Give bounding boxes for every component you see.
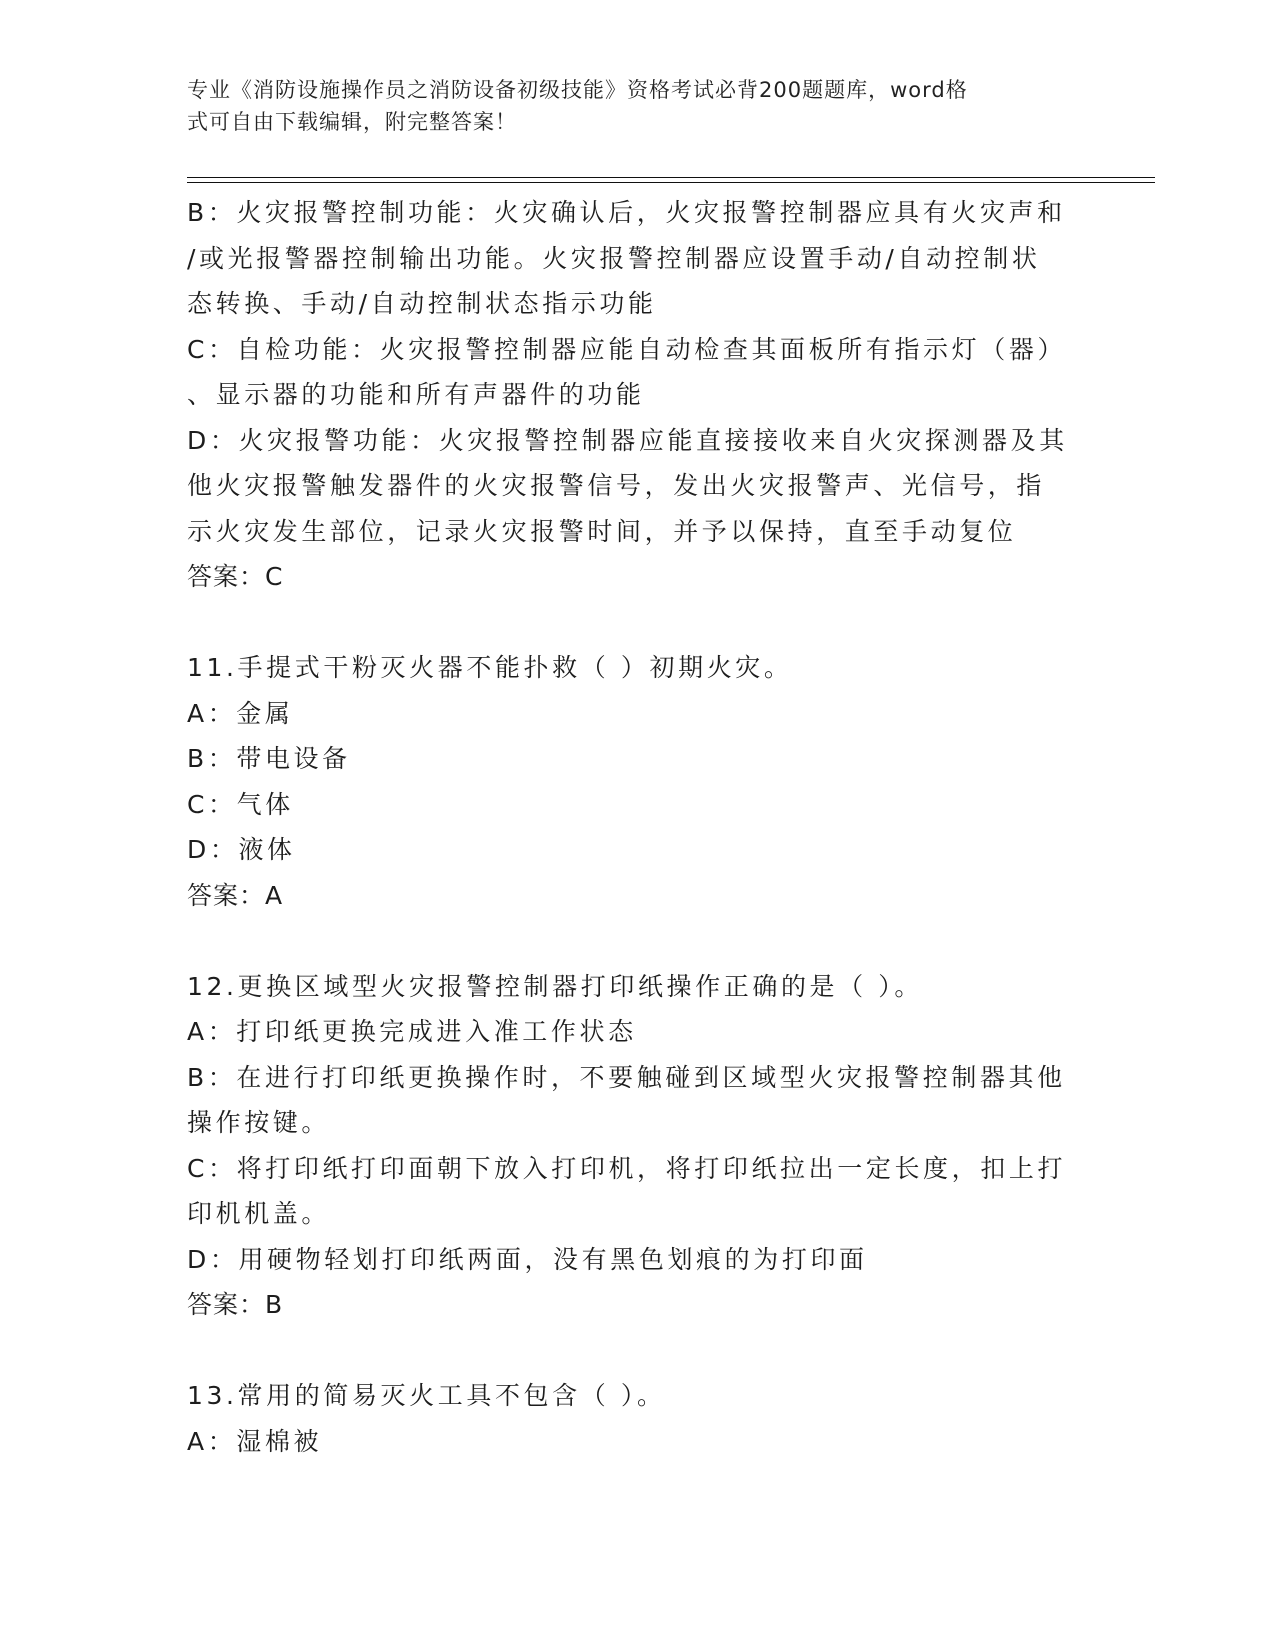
option-line: C：将打印纸打印面朝下放入打印机，将打印纸拉出一定长度，扣上打 — [187, 1153, 1067, 1183]
page-header — [187, 74, 1087, 138]
option-line: /或光报警器控制输出功能。火灾报警控制器应设置手动/自动控制状 — [187, 243, 1041, 273]
question-10-answer: 答案：C — [187, 562, 284, 591]
header-line-1: 专业《消防设施操作员之消防设备初级技能》资格考试必背200题题库，word格 — [187, 78, 968, 102]
option-line: 示火灾发生部位，记录火灾报警时间，并予以保持，直至手动复位 — [187, 516, 1017, 546]
option-line: 操作按键。 — [187, 1108, 331, 1137]
question-12-option-c — [187, 1146, 1087, 1237]
option-line: 他火灾报警触发器件的火灾报警信号，发出火灾报警声、光信号，指 — [187, 471, 1046, 500]
question-11-text: 11.手提式干粉灭火器不能扑救（ ）初期火灾。 — [187, 653, 793, 682]
question-10-option-b — [187, 190, 1087, 327]
question-list — [187, 190, 1087, 1464]
question-12-option-a: A：打印纸更换完成进入准工作状态 — [187, 1017, 637, 1046]
question-11-option-c: C：气体 — [187, 789, 294, 819]
spacer — [187, 1328, 1087, 1374]
question-11-option-a: A：金属 — [187, 698, 294, 728]
question-10-option-d — [187, 418, 1087, 555]
question-10-option-c — [187, 327, 1087, 418]
option-line: 、显示器的功能和所有声器件的功能 — [187, 380, 645, 409]
header-divider-bottom — [187, 182, 1155, 183]
header-divider-top — [187, 177, 1155, 178]
option-line: 态转换、手动/自动控制状态指示功能 — [187, 289, 657, 318]
question-13-option-a: A：湿棉被 — [187, 1426, 323, 1456]
option-line: B：在进行打印纸更换操作时，不要触碰到区域型火灾报警控制器其他 — [187, 1062, 1066, 1092]
spacer — [187, 600, 1087, 646]
option-line: D：火灾报警功能：火灾报警控制器应能直接接收来自火灾探测器及其 — [187, 425, 1068, 455]
question-11-option-d: D：液体 — [187, 835, 296, 864]
question-12-text: 12.更换区域型火灾报警控制器打印纸操作正确的是（ ）。 — [187, 971, 924, 1001]
option-line: B：火灾报警控制功能：火灾确认后，火灾报警控制器应具有火灾声和 — [187, 198, 1066, 227]
header-line-2: 式可自由下载编辑，附完整答案！ — [187, 110, 517, 134]
question-12-option-b — [187, 1055, 1087, 1146]
option-line: 印机机盖。 — [187, 1199, 331, 1228]
question-11-answer: 答案：A — [187, 880, 284, 910]
spacer — [187, 918, 1087, 964]
question-13-text: 13.常用的简易灭火工具不包含（ ）。 — [187, 1381, 666, 1410]
question-12-option-d: D：用硬物轻划打印纸两面，没有黑色划痕的为打印面 — [187, 1244, 868, 1274]
option-line: C：自检功能：火灾报警控制器应能自动检查其面板所有指示灯（器） — [187, 334, 1067, 364]
question-11-option-b: B：带电设备 — [187, 744, 351, 773]
question-12-answer: 答案：B — [187, 1290, 284, 1319]
